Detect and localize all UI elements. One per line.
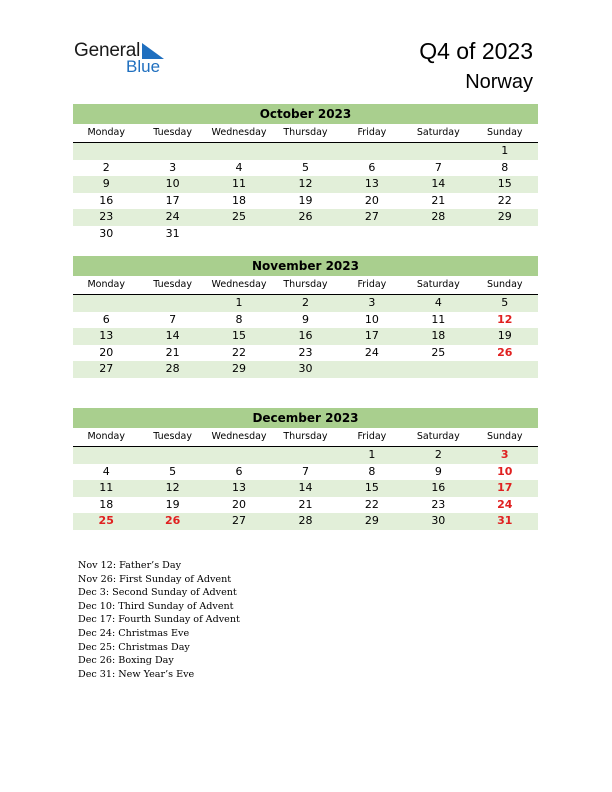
day-cell: 8 [368, 464, 376, 478]
day-cell: 13 [364, 177, 379, 190]
day-cell: 26 [497, 345, 513, 359]
day-cell [73, 295, 139, 312]
holiday-note: Dec 25: Christmas Day [78, 641, 190, 653]
weekday-header-row [73, 276, 538, 295]
day-cell: 28 [165, 362, 180, 375]
week-row [73, 295, 538, 312]
day-cell: 1 [235, 296, 243, 309]
day-cell: 22 [497, 193, 512, 207]
day-cell: 14 [165, 329, 180, 342]
day-cell: 22 [232, 345, 247, 359]
day-cell [472, 226, 538, 243]
day-cell: 11 [431, 312, 446, 326]
day-cell: 2 [434, 448, 442, 461]
day-cell: 7 [434, 160, 442, 174]
day-cell: 18 [232, 193, 247, 207]
weekday-label: Wednesday [211, 127, 267, 138]
weekday-label: Friday [357, 431, 387, 442]
day-cell: 10 [497, 464, 513, 478]
weekday-label: Tuesday [153, 127, 192, 138]
day-cell: 24 [364, 345, 379, 359]
weekday-label: Tuesday [153, 431, 192, 442]
generalblue-logo [74, 40, 174, 80]
holiday-note: Nov 12: Father’s Day [78, 560, 182, 571]
day-cell: 18 [99, 497, 114, 511]
day-cell [272, 143, 338, 160]
day-cell: 13 [99, 329, 114, 342]
weekday-label: Friday [357, 279, 387, 290]
day-cell: 25 [98, 514, 114, 527]
week-row [73, 193, 538, 210]
holiday-note: Dec 17: Fourth Sunday of Advent [78, 614, 240, 626]
day-cell: 30 [298, 362, 313, 375]
day-cell: 7 [301, 464, 309, 478]
weekday-label: Friday [357, 127, 387, 138]
day-cell [206, 226, 272, 243]
weekday-label: Sunday [486, 279, 523, 290]
weekday-label: Saturday [416, 431, 460, 442]
week-row [73, 160, 538, 177]
holiday-note: Dec 3: Second Sunday of Advent [78, 587, 237, 599]
day-cell [405, 361, 471, 378]
calendar-october [73, 104, 538, 242]
day-cell: 26 [298, 210, 313, 223]
day-cell: 22 [364, 497, 379, 511]
day-cell: 23 [99, 210, 114, 223]
week-row [73, 209, 538, 226]
day-cell [73, 447, 139, 464]
day-cell: 1 [501, 144, 509, 157]
day-cell: 19 [165, 497, 180, 511]
day-cell: 31 [497, 514, 513, 527]
week-row [73, 328, 538, 345]
day-cell: 23 [431, 497, 446, 511]
day-cell [272, 447, 338, 464]
month-title: October 2023 [73, 104, 538, 124]
week-row [73, 143, 538, 160]
day-cell [139, 447, 205, 464]
week-row [73, 226, 538, 243]
week-row [73, 480, 538, 497]
weekday-label: Tuesday [153, 279, 192, 290]
logo-blue-text: Blue [126, 57, 161, 76]
day-cell [339, 361, 405, 378]
day-cell: 15 [364, 481, 379, 494]
day-cell: 16 [99, 193, 114, 207]
day-cell [339, 226, 405, 243]
weekday-label: Thursday [283, 431, 328, 442]
day-cell: 17 [165, 193, 180, 207]
day-cell: 9 [102, 177, 110, 190]
week-row [73, 361, 538, 378]
day-cell: 16 [431, 481, 446, 494]
day-cell [73, 143, 139, 160]
day-cell: 5 [169, 464, 177, 478]
day-cell: 5 [501, 296, 509, 309]
holiday-note: Dec 26: Boxing Day [78, 655, 174, 667]
day-cell: 12 [298, 177, 313, 190]
day-cell: 20 [99, 345, 114, 359]
day-cell: 1 [368, 448, 376, 461]
week-row [73, 447, 538, 464]
week-row [73, 513, 538, 530]
day-cell: 28 [431, 210, 446, 223]
day-cell: 5 [301, 160, 309, 174]
day-cell: 9 [301, 312, 309, 326]
day-cell: 6 [235, 464, 243, 478]
week-row [73, 497, 538, 514]
day-cell: 15 [497, 177, 512, 190]
holiday-note: Dec 24: Christmas Eve [78, 627, 190, 639]
day-cell: 8 [501, 160, 509, 174]
weekday-label: Monday [87, 127, 125, 138]
day-cell: 29 [364, 514, 379, 527]
country-name: Norway [465, 71, 533, 93]
day-cell: 17 [497, 481, 513, 494]
weekday-label: Thursday [283, 127, 328, 138]
weekday-label: Sunday [486, 431, 523, 442]
day-cell: 13 [232, 481, 247, 494]
day-cell: 10 [165, 177, 180, 190]
day-cell: 4 [102, 464, 110, 478]
day-cell: 8 [235, 312, 243, 326]
logo-general-text: General [74, 40, 141, 61]
weekday-label: Wednesday [211, 431, 267, 442]
day-cell: 27 [232, 514, 247, 527]
week-row [73, 312, 538, 329]
day-cell: 21 [431, 193, 446, 207]
day-cell: 25 [431, 345, 446, 359]
day-cell: 19 [298, 193, 313, 207]
month-title: December 2023 [73, 408, 538, 428]
day-cell [272, 226, 338, 243]
day-cell [206, 143, 272, 160]
day-cell: 24 [497, 497, 513, 511]
day-cell: 21 [298, 497, 313, 511]
day-cell [139, 295, 205, 312]
day-cell: 11 [99, 481, 114, 494]
day-cell: 12 [165, 481, 180, 494]
page-title: Q4 of 2023 [419, 38, 533, 64]
day-cell: 4 [434, 296, 442, 309]
calendar-december [73, 408, 538, 530]
day-cell: 14 [431, 177, 446, 190]
holiday-note: Dec 10: Third Sunday of Advent [78, 600, 234, 612]
weekday-label: Monday [87, 279, 125, 290]
day-cell: 25 [232, 210, 247, 223]
day-cell: 20 [364, 193, 379, 207]
holiday-note: Nov 26: First Sunday of Advent [78, 573, 232, 585]
weekday-label: Sunday [486, 127, 523, 138]
day-cell [472, 361, 538, 378]
day-cell: 10 [364, 312, 379, 326]
month-title: November 2023 [73, 256, 538, 276]
day-cell [405, 143, 471, 160]
day-cell: 2 [301, 296, 309, 309]
day-cell: 18 [431, 329, 446, 342]
day-cell: 23 [298, 345, 313, 359]
day-cell: 4 [235, 160, 243, 174]
day-cell: 6 [102, 312, 110, 326]
day-cell: 27 [99, 362, 114, 375]
day-cell: 7 [169, 312, 177, 326]
weekday-label: Monday [87, 431, 125, 442]
weekday-header-row [73, 124, 538, 143]
holiday-note: Dec 31: New Year’s Eve [78, 668, 195, 680]
day-cell: 3 [368, 296, 376, 309]
calendar-november [73, 256, 538, 378]
day-cell: 17 [364, 329, 379, 342]
day-cell: 30 [431, 514, 446, 527]
day-cell: 11 [232, 177, 247, 190]
day-cell [339, 143, 405, 160]
weekday-label: Saturday [416, 127, 460, 138]
week-row [73, 464, 538, 481]
weekday-label: Saturday [416, 279, 460, 290]
day-cell [405, 226, 471, 243]
day-cell: 26 [164, 514, 181, 527]
day-cell: 12 [497, 312, 513, 326]
day-cell [206, 447, 272, 464]
weekday-header-row [73, 428, 538, 447]
day-cell: 19 [497, 329, 512, 342]
weekday-label: Thursday [283, 279, 328, 290]
day-cell: 31 [165, 226, 180, 240]
day-cell: 16 [298, 329, 313, 342]
day-cell: 30 [99, 226, 114, 240]
day-cell: 24 [165, 210, 180, 223]
day-cell: 3 [169, 160, 177, 174]
day-cell: 9 [434, 464, 442, 478]
holiday-notes [78, 559, 240, 681]
weekday-label: Wednesday [211, 279, 267, 290]
day-cell [139, 143, 205, 160]
day-cell: 2 [102, 160, 110, 174]
day-cell: 14 [298, 481, 313, 494]
day-cell: 29 [497, 210, 512, 223]
week-row [73, 345, 538, 362]
day-cell: 29 [232, 362, 247, 375]
week-row [73, 176, 538, 193]
day-cell: 3 [500, 448, 509, 461]
day-cell: 20 [232, 497, 247, 511]
day-cell: 6 [368, 160, 376, 174]
day-cell: 28 [298, 514, 313, 527]
day-cell: 15 [232, 329, 247, 342]
day-cell: 21 [165, 345, 180, 359]
day-cell: 27 [364, 210, 379, 223]
